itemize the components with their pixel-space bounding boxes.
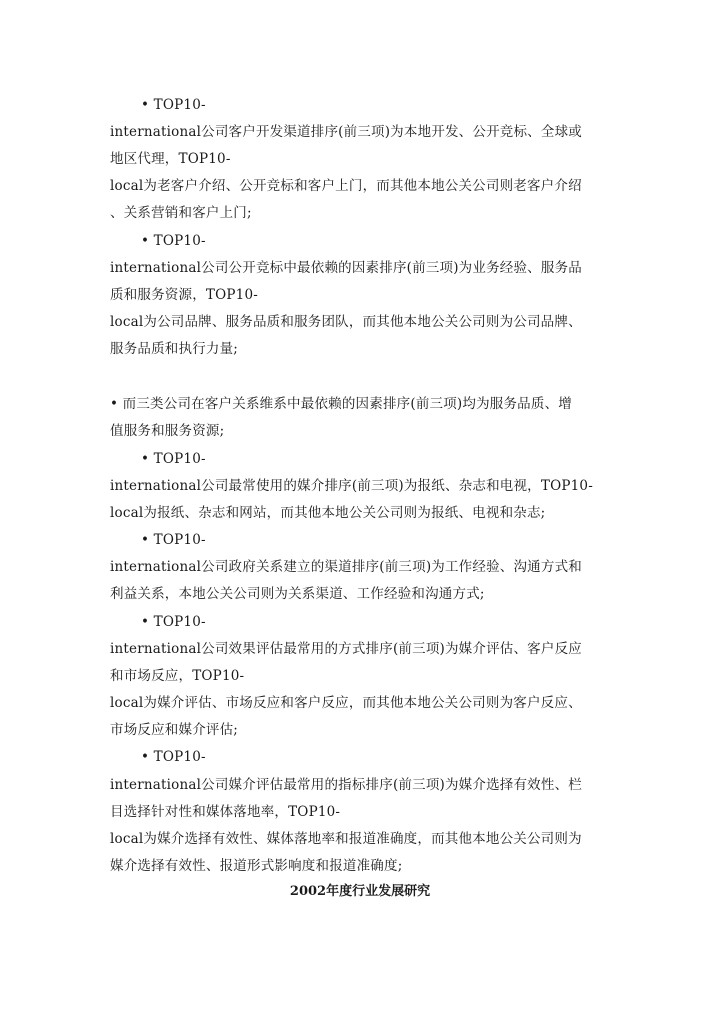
text-line: 媒介选择有效性、报道形式影响度和报道准确度; xyxy=(110,858,403,874)
bullet-line: • TOP10- xyxy=(141,97,206,113)
text-line: international公司效果评估最常用的方式排序(前三项)为媒介评估、客户反应 xyxy=(110,641,582,657)
text-line: 质和服务资源，TOP10- xyxy=(110,287,258,303)
text-line: local为报纸、杂志和网站，而其他本地公关公司则为报纸、电视和杂志; xyxy=(110,505,546,521)
footer-title: 2002年度行业发展研究 xyxy=(289,884,431,899)
text-line: local为媒介选择有效性、媒体落地率和报道准确度，而其他本地公关公司则为 xyxy=(110,831,582,847)
bullet-line: • TOP10- xyxy=(141,233,206,249)
text-line: international公司政府关系建立的渠道排序(前三项)为工作经验、沟通方式和 xyxy=(110,559,582,575)
text-line: 、关系营销和客户上门; xyxy=(110,205,252,221)
bullet-line: • TOP10- xyxy=(141,532,206,548)
text-line: 值服务和服务资源; xyxy=(110,423,225,439)
text-line: international公司媒介评估最常用的指标排序(前三项)为媒介选择有效性、栏 xyxy=(110,777,582,793)
text-line: local为媒介评估、市场反应和客户反应，而其他本地公关公司则为客户反应、 xyxy=(110,695,582,711)
text-line: international公司最常使用的媒介排序(前三项)为报纸、杂志和电视，TOP10- xyxy=(110,478,593,494)
text-line: local为公司品牌、服务品质和服务团队，而其他本地公关公司则为公司品牌、 xyxy=(110,314,582,330)
bullet-line: • TOP10- xyxy=(141,749,206,765)
bullet-line: • TOP10- xyxy=(141,614,206,630)
text-line: international公司客户开发渠道排序(前三项)为本地开发、公开竞标、全球或 xyxy=(110,124,582,140)
bullet-line: • TOP10- xyxy=(141,451,206,467)
bullet-line: • 而三类公司在客户关系维系中最依赖的因素排序(前三项)均为服务品质、增 xyxy=(110,396,572,412)
text-line: 和市场反应，TOP10- xyxy=(110,668,245,684)
text-line: local为老客户介绍、公开竞标和客户上门，而其他本地公关公司则老客户介绍 xyxy=(110,178,582,194)
text-line: 目选择针对性和媒体落地率，TOP10- xyxy=(110,804,341,820)
text-line: international公司公开竞标中最依赖的因素排序(前三项)为业务经验、服务品 xyxy=(110,260,582,276)
text-line: 利益关系，本地公关公司则为关系渠道、工作经验和沟通方式; xyxy=(110,586,485,602)
text-line: 地区代理，TOP10- xyxy=(110,151,231,167)
text-line: 服务品质和执行力量; xyxy=(110,341,239,357)
text-line: 市场反应和媒介评估; xyxy=(110,722,239,738)
